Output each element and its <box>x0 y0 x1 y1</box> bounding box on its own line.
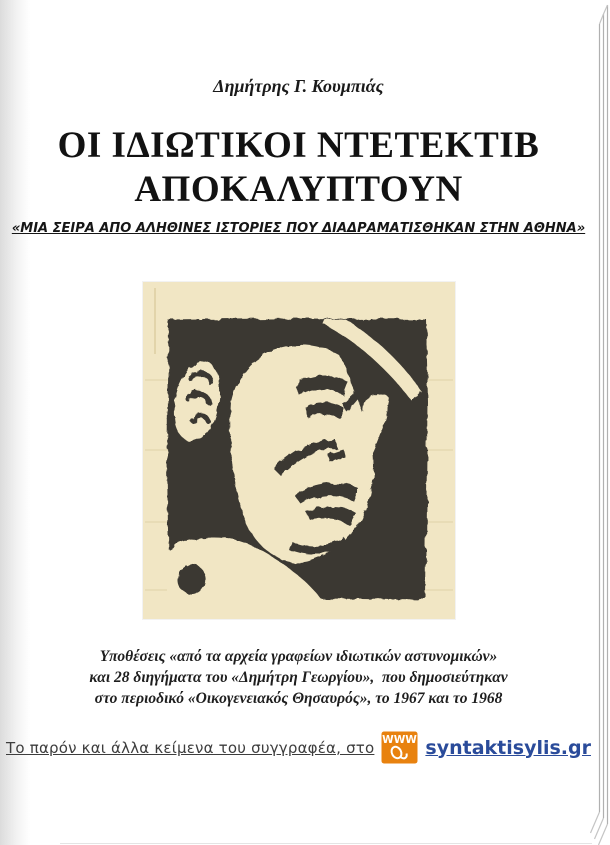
detective-woodcut-svg <box>143 282 455 619</box>
detective-illustration <box>143 282 455 619</box>
book-subtitle: «ΜΙΑ ΣΕΙΡΑ ΑΠΟ ΑΛΗΘΙΝΕΣ ΙΣΤΟΡΙΕΣ ΠΟΥ ΔΙΑΔΡΑΜΑΤΙΣΘΗΚΑΝ ΣΤΗΝ ΑΘΗΝΑ» <box>11 221 586 236</box>
www-globe-icon <box>381 731 418 764</box>
caption-line: και 28 διηγήματα του «Δημήτρη Γεωργίου», που δημοσιεύτηκαν <box>89 669 508 686</box>
website-link[interactable]: syntaktisylis.gr <box>425 736 591 759</box>
caption-line: στο περιοδικό «Οικογενειακός Θησαυρός», το 1967 και το 1968 <box>94 690 503 707</box>
book-title <box>0 124 597 212</box>
footer-note-text: Το παρόν και άλλα κείμενα του συγγραφέα, στο <box>6 738 375 757</box>
author-name: Δημήτρης Γ. Κουμπιάς <box>213 76 384 96</box>
book-title-line2: ΑΠΟΚΑΛΥΠΤΟΥΝ <box>134 169 463 210</box>
www-icon-label: WWW <box>382 734 418 746</box>
caption-line: Υποθέσεις «από τα αρχεία γραφείων ιδιωτικών αστυνομικών» <box>99 648 498 665</box>
footer-row <box>0 731 597 764</box>
book-title-line1: ΟΙ ΙΔΙΩΤΙΚΟΙ ΝΤΕΤΕΚΤΙΒ <box>57 125 540 166</box>
caption-block <box>0 646 597 709</box>
